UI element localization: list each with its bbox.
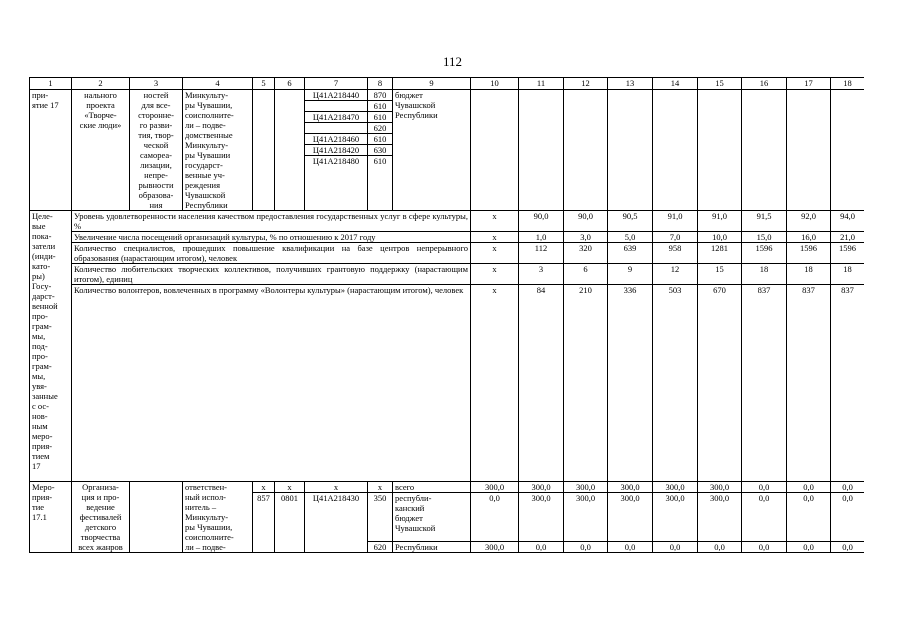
indicator-row (30, 264, 865, 285)
header-col-13: 13 (608, 78, 653, 90)
activity-cell-10 (471, 90, 519, 211)
event-rep2-value-14: 0,0 (653, 542, 698, 553)
indicator-value-17: 1596 (831, 243, 865, 264)
event-rep-value-10: 0,0 (471, 493, 519, 542)
indicator-value-11: 320 (564, 243, 608, 264)
indicator-x-mark: х (471, 243, 519, 264)
budget-code: Ц41А218420 (305, 144, 368, 155)
indicators-label: Целе- вые пока- затели (инди- като- ры) Госу- дарст- венной про- грам- мы, под- про- грам- мы, увя- занные с ос- нов- ным меро- прия- тием 17 (30, 211, 72, 482)
indicator-value-16: 16,0 (787, 232, 831, 243)
budget-code: Ц41А218440 (312, 90, 360, 100)
event-rep2-value-17: 0,0 (787, 542, 831, 553)
activity-cell-1: при- ятие 17 (30, 90, 72, 211)
expense-type-code: 620 (368, 122, 393, 133)
event-funding-source: республи- канский бюджет Чувашской (393, 493, 471, 542)
header-col-5: 5 (253, 78, 275, 90)
header-col-1: 1 (30, 78, 72, 90)
budget-code: Ц41А218470 (305, 111, 368, 122)
indicator-row (30, 232, 865, 243)
event-cell-2: Организа- ция и про- ведение фестивалей детского творчества всех жанров (72, 482, 130, 553)
activity-cell-14 (653, 90, 698, 211)
indicator-value-13: 503 (653, 285, 698, 482)
event-total-row (30, 482, 865, 493)
event-total-value-15: 300,0 (698, 482, 742, 493)
event-rep2-value-10: 300,0 (471, 542, 519, 553)
event-total-c8: х (368, 482, 393, 493)
activity-codes-8 (368, 90, 393, 211)
indicator-value-10: 112 (519, 243, 564, 264)
page-number: 112 (442, 54, 463, 69)
expense-type-code: 610 (368, 155, 393, 166)
header-row (30, 78, 865, 90)
indicator-value-12: 5,0 (608, 232, 653, 243)
activity-cell-18 (831, 90, 865, 211)
indicator-value-10: 1,0 (519, 232, 564, 243)
header-col-16: 16 (742, 78, 787, 90)
activity-codes-7 (305, 90, 368, 211)
indicator-value-10: 84 (519, 285, 564, 482)
indicator-name: Уровень удовлетворенности населения качеством предоставления государственных услуг в сфере культуры, % (72, 211, 471, 232)
activity-cell-6 (275, 90, 305, 211)
indicator-value-11: 90,0 (564, 211, 608, 232)
budget-code (305, 100, 368, 111)
header-col-18: 18 (831, 78, 865, 90)
event-total-value-14: 300,0 (653, 482, 698, 493)
event-rep2-value-16: 0,0 (742, 542, 787, 553)
event-cell-1: Меро- прия- тие 17.1 (30, 482, 72, 553)
event-cell-3 (130, 482, 183, 553)
indicator-value-17: 837 (831, 285, 865, 482)
activity-cell-11 (519, 90, 564, 211)
event-rep-value-18: 0,0 (831, 493, 865, 542)
header-col-9: 9 (393, 78, 471, 90)
event-rep-value-14: 300,0 (653, 493, 698, 542)
indicator-value-15: 1596 (742, 243, 787, 264)
event-rep2-value-12: 0,0 (564, 542, 608, 553)
header-col-10: 10 (471, 78, 519, 90)
indicator-value-14: 15 (698, 264, 742, 285)
event-target-code: Ц41А218430 (305, 493, 368, 553)
header-col-3: 3 (130, 78, 183, 90)
indicator-value-16: 18 (787, 264, 831, 285)
event-total-value-16: 0,0 (742, 482, 787, 493)
header-col-7: 7 (305, 78, 368, 90)
budget-code: Ц41А218460 (305, 133, 368, 144)
event-rep-value-13: 300,0 (608, 493, 653, 542)
event-expense-code: 350 (368, 493, 393, 542)
indicator-value-15: 15,0 (742, 232, 787, 243)
indicator-value-11: 210 (564, 285, 608, 482)
event-funding-source-2: Республики (393, 542, 471, 553)
event-total-source: всего (393, 482, 471, 493)
activity-cell-16 (742, 90, 787, 211)
indicator-value-13: 12 (653, 264, 698, 285)
indicator-value-10: 3 (519, 264, 564, 285)
indicator-value-12: 90,5 (608, 211, 653, 232)
event-total-value-17: 0,0 (787, 482, 831, 493)
indicator-row (30, 243, 865, 264)
event-grbs-code: 857 (253, 493, 275, 553)
event-total-c6: х (275, 482, 305, 493)
indicator-value-14: 91,0 (698, 211, 742, 232)
event-total-value-10: 300,0 (471, 482, 519, 493)
header-col-12: 12 (564, 78, 608, 90)
activity-cell-4: Минкульту- ры Чувашии, соисполните- ли – подве- домственные Минкульту- ры Чувашии государст- венные уч- реждения Чувашской Республики (183, 90, 253, 211)
activity-cell-5 (253, 90, 275, 211)
header-col-6: 6 (275, 78, 305, 90)
indicator-value-12: 639 (608, 243, 653, 264)
indicator-value-17: 18 (831, 264, 865, 285)
activity-cell-13 (608, 90, 653, 211)
program-table-sheet (29, 77, 864, 580)
indicator-value-16: 1596 (787, 243, 831, 264)
indicator-value-15: 91,5 (742, 211, 787, 232)
header-col-17: 17 (787, 78, 831, 90)
indicator-x-mark: х (471, 232, 519, 243)
event-rep2-value-13: 0,0 (608, 542, 653, 553)
event-total-c7: х (305, 482, 368, 493)
indicator-value-10: 90,0 (519, 211, 564, 232)
event-rep-value-11: 300,0 (519, 493, 564, 542)
program-table (29, 77, 864, 553)
budget-code: Ц41А218480 (305, 155, 368, 166)
event-total-value-13: 300,0 (608, 482, 653, 493)
indicator-x-mark: х (471, 264, 519, 285)
indicator-name: Количество специалистов, прошедших повышение квалификации на базе центров непрерывного образования (нарастающим итогом), человек (72, 243, 471, 264)
indicator-x-mark: х (471, 211, 519, 232)
event-rep-value-16: 0,0 (742, 493, 787, 542)
indicator-value-12: 9 (608, 264, 653, 285)
indicator-value-16: 837 (787, 285, 831, 482)
indicator-value-11: 6 (564, 264, 608, 285)
indicator-value-15: 18 (742, 264, 787, 285)
indicator-name: Увеличение числа посещений организаций культуры, % по отношению к 2017 году (72, 232, 471, 243)
activity-row (30, 90, 865, 211)
header-col-2: 2 (72, 78, 130, 90)
indicator-row (30, 211, 865, 232)
activity-cell-12 (564, 90, 608, 211)
event-total-c5: х (253, 482, 275, 493)
header-col-11: 11 (519, 78, 564, 90)
indicator-row (30, 285, 865, 482)
activity-cell-9: бюджет Чувашской Республики (393, 90, 471, 211)
expense-type-code: 630 (368, 144, 393, 155)
indicator-value-15: 837 (742, 285, 787, 482)
header-col-14: 14 (653, 78, 698, 90)
event-total-value-12: 300,0 (564, 482, 608, 493)
event-total-value-18: 0,0 (831, 482, 865, 493)
header-col-4: 4 (183, 78, 253, 90)
indicator-value-16: 92,0 (787, 211, 831, 232)
indicator-value-14: 10,0 (698, 232, 742, 243)
expense-type-code: 610 (368, 133, 393, 144)
indicator-value-11: 3,0 (564, 232, 608, 243)
event-expense-code-2: 620 (368, 542, 393, 553)
event-cell-4: ответствен- ный испол- нитель – Минкульту- ры Чувашии, соисполните- ли – подве- (183, 482, 253, 553)
activity-cell-17 (787, 90, 831, 211)
indicator-value-14: 670 (698, 285, 742, 482)
header-col-8: 8 (368, 78, 393, 90)
event-rep-value-12: 300,0 (564, 493, 608, 542)
indicator-name: Количество любительских творческих коллективов, получивших грантовую поддержку (нарастающим итогом), единиц (72, 264, 471, 285)
event-rep2-value-18: 0,0 (831, 542, 865, 553)
event-total-value-11: 300,0 (519, 482, 564, 493)
indicator-x-mark: х (471, 285, 519, 482)
activity-cell-2: нального проекта «Творче- ские люди» (72, 90, 130, 211)
expense-type-code: 610 (368, 111, 393, 122)
event-rep-value-17: 0,0 (787, 493, 831, 542)
indicator-value-12: 336 (608, 285, 653, 482)
indicator-value-13: 7,0 (653, 232, 698, 243)
expense-type-code: 870 (373, 90, 387, 100)
event-rep-value-15: 300,0 (698, 493, 742, 542)
event-rep2-value-11: 0,0 (519, 542, 564, 553)
header-col-15: 15 (698, 78, 742, 90)
budget-code (305, 122, 368, 133)
expense-type-code: 610 (368, 100, 393, 111)
indicator-value-14: 1281 (698, 243, 742, 264)
indicator-value-17: 21,0 (831, 232, 865, 243)
indicator-name: Количество волонтеров, вовлеченных в программу «Волонтеры культуры» (нарастающим итогом), человек (72, 285, 471, 482)
indicator-value-13: 958 (653, 243, 698, 264)
event-section-code: 0801 (275, 493, 305, 553)
event-rep2-value-15: 0,0 (698, 542, 742, 553)
activity-cell-3: ностей для все- сторонне- го разви- тия, твор- ческой самореа- лизации, непре- рывности образова- ния (130, 90, 183, 211)
indicator-value-17: 94,0 (831, 211, 865, 232)
indicator-value-13: 91,0 (653, 211, 698, 232)
activity-cell-15 (698, 90, 742, 211)
